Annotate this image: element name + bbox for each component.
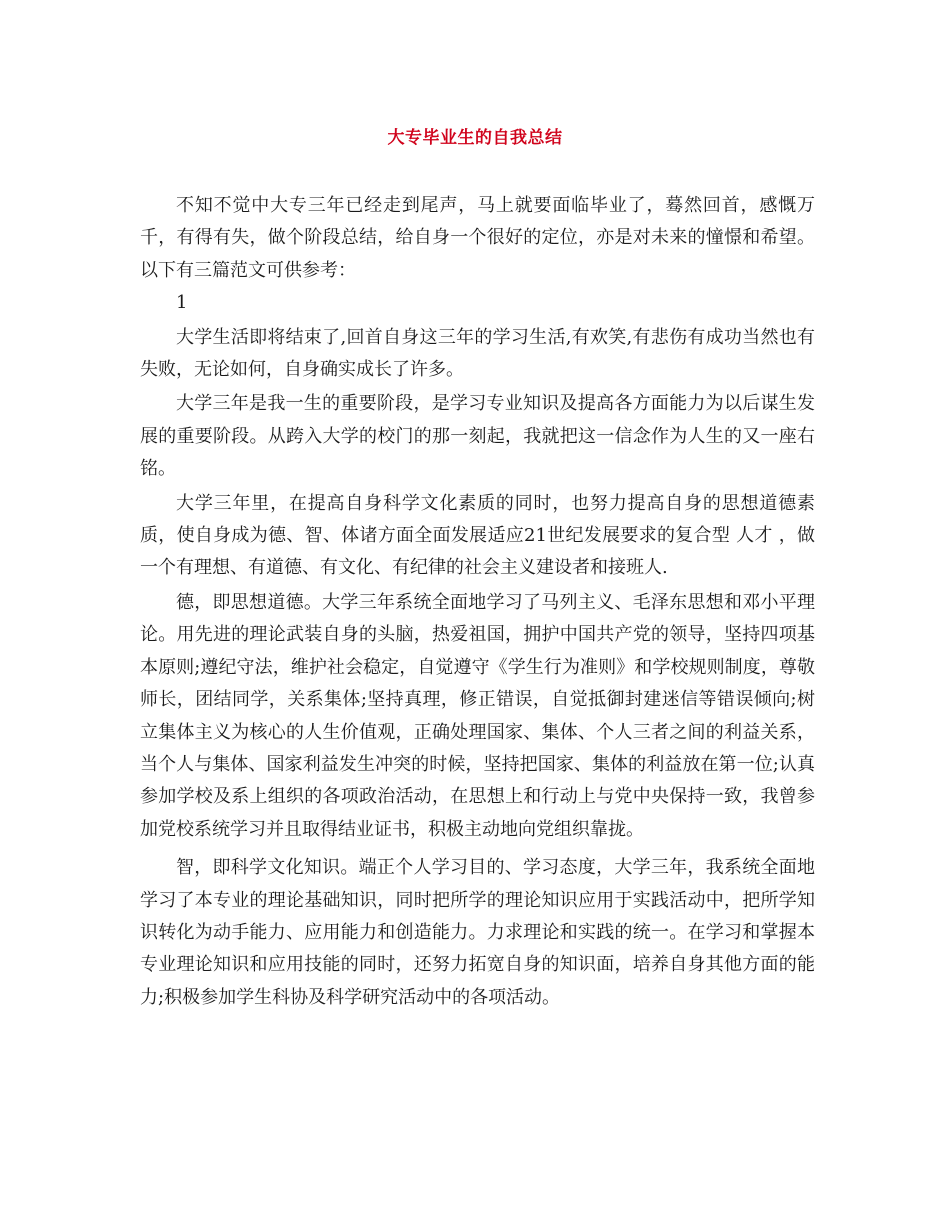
body-paragraph: 大学生活即将结束了,回首自身这三年的学习生活,有欢笑,有悲伤有成功当然也有失败，无论如何，自身确实成长了许多。 xyxy=(140,326,815,381)
section-number: 1 xyxy=(176,292,188,314)
body-paragraph: 大学三年里，在提高自身科学文化素质的同时，也努力提高自身的思想道德素质，使自身成为德、智、体诸方面全面发展适应21世纪发展要求的复合型 人才 ，做一个有理想、有道德、有文化、有纪律的社会主义建设者和接班人. xyxy=(140,492,815,579)
body-paragraph: 智，即科学文化知识。端正个人学习目的、学习态度，大学三年，我系统全面地学习了本专业的理论基础知识，同时把所学的理论知识应用于实践活动中，把所学知识转化为动手能力、应用能力和创造能力。力求理论和实践的统一。在学习和掌握本专业理论知识和应用技能的同时，还努力拓宽自身的知识面，培养自身其他方面的能力;积极参加学生科协及科学研究活动中的各项活动。 xyxy=(140,857,815,1008)
intro-paragraph: 不知不觉中大专三年已经走到尾声，马上就要面临毕业了，蓦然回首，感慨万千，有得有失，做个阶段总结，给自身一个很好的定位，亦是对未来的憧憬和希望。以下有三篇范文可供参考： xyxy=(140,195,815,281)
document-title: 大专毕业生的自我总结 xyxy=(387,128,563,148)
body-paragraph: 大学三年是我一生的重要阶段，是学习专业知识及提高各方面能力为以后谋生发展的重要阶段。从跨入大学的校门的那一刻起，我就把这一信念作为人生的又一座右铭。 xyxy=(140,393,815,480)
document-body xyxy=(140,190,815,1014)
body-paragraph: 德，即思想道德。大学三年系统全面地学习了马列主义、毛泽东思想和邓小平理论。用先进的理论武装自身的头脑，热爱祖国，拥护中国共产党的领导，坚持四项基本原则;遵纪守法，维护社会稳定，自觉遵守《学生行为准则》和学校规则制度，尊敬师长，团结同学，关系集体;坚持真理，修正错误，自觉抵御封建迷信等错误倾向;树立集体主义为核心的人生价值观，正确处理国家、集体、个人三者之间的利益关系，当个人与集体、国家利益发生冲突的时候，坚持把国家、集体的利益放在第一位;认真参加学校及系上组织的各项政治活动，在思想上和行动上与党中央保持一致，我曾参加党校系统学习并且取得结业证书，积极主动地向党组织靠拢。 xyxy=(140,591,815,840)
